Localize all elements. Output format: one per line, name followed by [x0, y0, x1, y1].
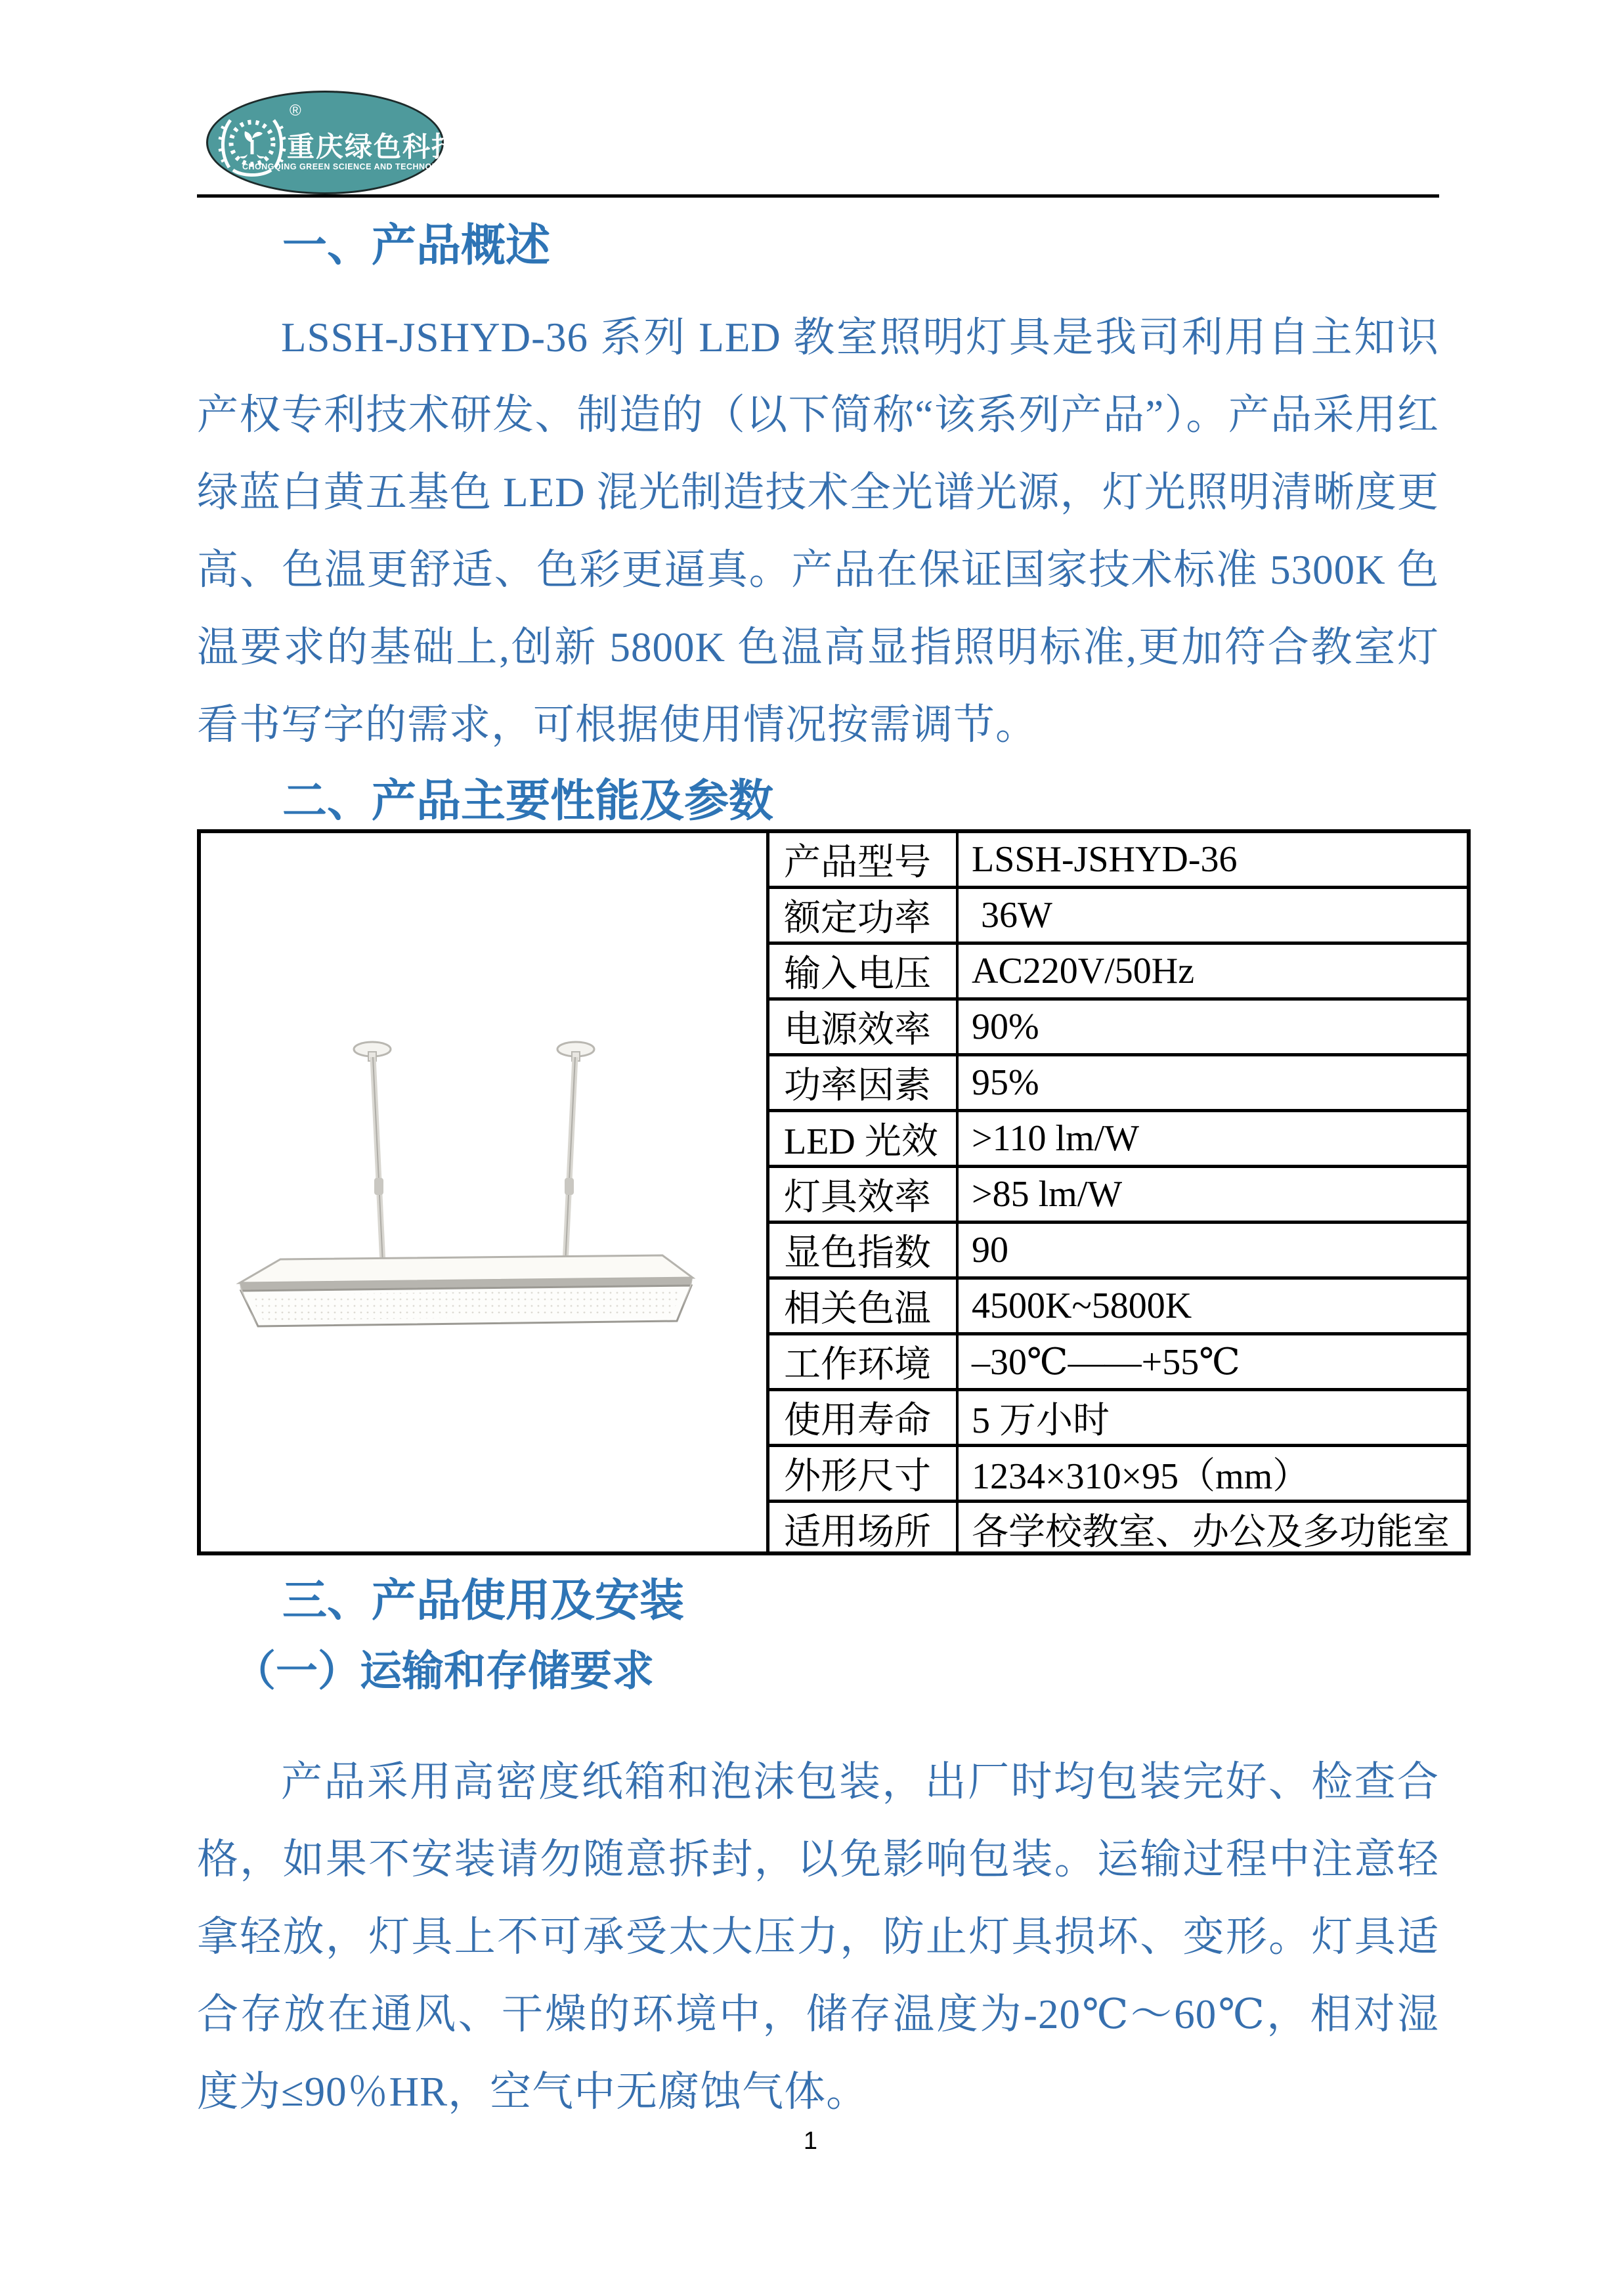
spec-value: 36W	[972, 895, 1052, 936]
product-image-cell	[201, 833, 769, 1551]
table-row	[769, 1112, 1467, 1168]
section3-heading: 三、产品使用及安装	[282, 1576, 685, 1626]
table-row	[769, 1391, 1467, 1447]
spec-label: 适用场所	[769, 1503, 959, 1555]
spec-label: 相关色温	[769, 1280, 959, 1332]
table-row	[769, 889, 1467, 945]
table-row	[769, 1335, 1467, 1391]
section1-heading: 一、产品概述	[282, 221, 551, 271]
logo-english-name: CHONGQING GREEN SCIENCE AND TECHNOLOG	[242, 162, 451, 171]
spec-value: >110 lm/W	[972, 1118, 1140, 1159]
spec-label: 使用寿命	[769, 1391, 959, 1444]
header-divider	[197, 194, 1439, 198]
section3-paragraph: 产品采用高密度纸箱和泡沫包装，出厂时均包装完好、检查合格，如果不安装请勿随意拆封，以免影响包装。运输过程中注意轻拿轻放，灯具上不可承受太大压力，防止灯具损坏、变形。灯具适合存放在通风、干燥的环境中，储存温度为-20℃～60℃，相对湿度为≤90％HR，空气中无腐蚀气体。	[197, 1759, 1439, 2115]
logo-chinese-name: 重庆绿色科技	[287, 131, 461, 162]
spec-value: 90	[972, 1230, 1008, 1270]
spec-label: 工作环境	[769, 1335, 959, 1388]
spec-label: 额定功率	[769, 889, 959, 942]
table-row	[769, 1503, 1467, 1555]
table-row	[769, 1280, 1467, 1335]
registered-trademark-icon: ®	[290, 102, 301, 119]
table-row	[769, 945, 1467, 1001]
spec-label: LED 光效	[769, 1112, 959, 1165]
spec-value: AC220V/50Hz	[972, 951, 1195, 991]
spec-label: 灯具效率	[769, 1168, 959, 1221]
table-row	[769, 833, 1467, 889]
table-row	[769, 1447, 1467, 1503]
section1-paragraph: LSSH-JSHYD-36 系列 LED 教室照明灯具是我司利用自主知识产权专利技术研发、制造的（以下简称“该系列产品”）。产品采用红绿蓝白黄五基色 LED 混光制造技术全光谱光源，灯光照明清晰度更高、色温更舒适、色彩更逼真。产品在保证国家技术标准 5300K 色温要求的基础上,创新 5800K 色温高显指照明标准,更加符合教室灯看书写字的需求，可根据使用情况按需调节。	[197, 314, 1439, 748]
spec-label: 输入电压	[769, 945, 959, 997]
spec-label: 显色指数	[769, 1224, 959, 1276]
spec-value: 90%	[972, 1007, 1039, 1047]
table-row	[769, 1168, 1467, 1224]
table-row	[769, 1056, 1467, 1112]
spec-label: 电源效率	[769, 1001, 959, 1053]
company-logo	[206, 91, 461, 194]
spec-value: >85 lm/W	[972, 1174, 1123, 1215]
suspended-led-panel-light-image	[221, 857, 746, 1527]
spec-table	[197, 829, 1471, 1555]
spec-value: 95%	[972, 1062, 1039, 1103]
spec-value: 1234×310×95（mm）	[972, 1456, 1310, 1497]
section2-heading: 二、产品主要性能及参数	[282, 776, 774, 826]
spec-rows	[769, 833, 1467, 1551]
table-row	[769, 1224, 1467, 1280]
spec-label: 功率因素	[769, 1056, 959, 1109]
section3-subheading: （一）运输和存储要求	[234, 1648, 654, 1695]
spec-value: –30℃——+55℃	[972, 1341, 1240, 1383]
spec-value: LSSH-JSHYD-36	[972, 839, 1238, 880]
spec-label: 外形尺寸	[769, 1447, 959, 1500]
spec-label: 产品型号	[769, 833, 959, 886]
spec-value: 5 万小时	[972, 1400, 1110, 1441]
spec-value: 各学校教室、办公及多功能室	[972, 1512, 1450, 1553]
spec-value: 4500K~5800K	[972, 1286, 1192, 1326]
page-number: 1	[803, 2127, 818, 2155]
table-row	[769, 1001, 1467, 1056]
